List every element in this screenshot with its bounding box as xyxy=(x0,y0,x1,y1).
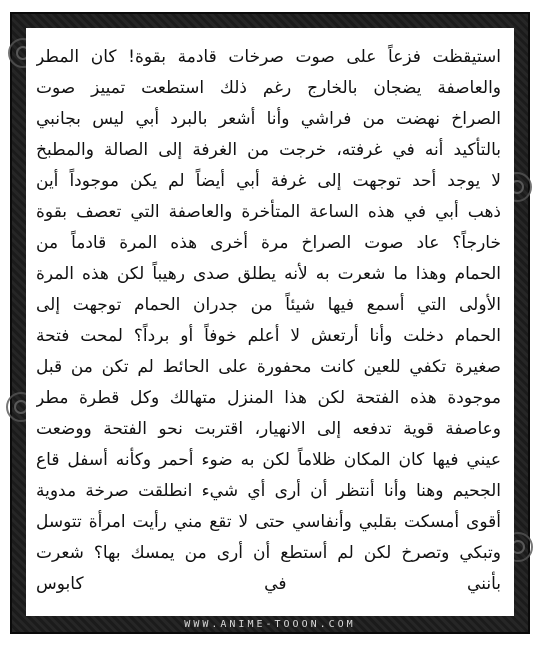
text-line: بالتأكيد أنه في غرفته، خرجت من الغرفة إلى الصالة والمطبخ xyxy=(36,140,501,160)
text-line: الأولى التي أسمع فيها شيئاً من جدران الحمام توجهت إلى xyxy=(36,295,501,315)
text-line: عيني فيها كان المكان ظلاماً لكن به ضوء أحمر وكأنه أسفل قاع xyxy=(36,450,501,470)
text-line: الحمام دخلت وأنا أرتعش لا أعلم خوفاً أو برداً؟ لمحت فتحة xyxy=(36,326,501,346)
text-line: صغيرة تكفي للعين كانت محفورة على الحائط لم تكن من قبل xyxy=(36,357,501,377)
text-line: وعاصفة قوية تدفعه إلى الانهيار، اقتربت نحو الفتحة ووضعت xyxy=(36,419,501,439)
text-line: الجحيم وهنا وأنا أنتظر أن أرى أي شيء انطلقت صرخة مدوية xyxy=(36,481,501,501)
text-line: والعاصفة يضجان بالخارج رغم ذلك استطعت تمييز صوت xyxy=(36,78,501,98)
text-line: موجودة هذه الفتحة لكن هذا المنزل متهالك وكل قطرة مطر xyxy=(36,388,501,408)
text-line: لا يوجد أحد توجهت إلى غرفة أبي أيضاً لم يكن موجوداً أين xyxy=(36,171,501,191)
text-line: ذهب أبي في هذه الساعة المتأخرة والعاصفة التي تعصف بقوة xyxy=(36,202,501,222)
text-line: وتبكي وتصرخ لكن لم أستطع أن أرى من يمسك بها؟ شعرت xyxy=(36,543,501,563)
body-text xyxy=(36,42,501,600)
text-line: استيقظت فزعاً على صوت صرخات قادمة بقوة! كان المطر xyxy=(36,47,501,67)
text-line: الحمام وهذا ما شعرت به لأنه يطلق صدى رهيباً لكن هذه المرة xyxy=(36,264,501,284)
site-watermark: WWW.ANIME-TOOON.COM xyxy=(184,619,356,630)
text-line: أقوى أمسكت بقلبي وأنفاسي حتى لا تقع مني رأيت امرأة تتوسل xyxy=(36,512,501,532)
text-line: خارجاً؟ عاد صوت الصراخ مرة أخرى هذه المرة قادماً من xyxy=(36,233,501,253)
text-line: بأنني في كابوس xyxy=(36,574,501,594)
text-line: الصراخ نهضت من فراشي وأنا أشعر بالبرد أبي ليس بجانبي xyxy=(36,109,501,129)
book-page xyxy=(26,28,514,616)
